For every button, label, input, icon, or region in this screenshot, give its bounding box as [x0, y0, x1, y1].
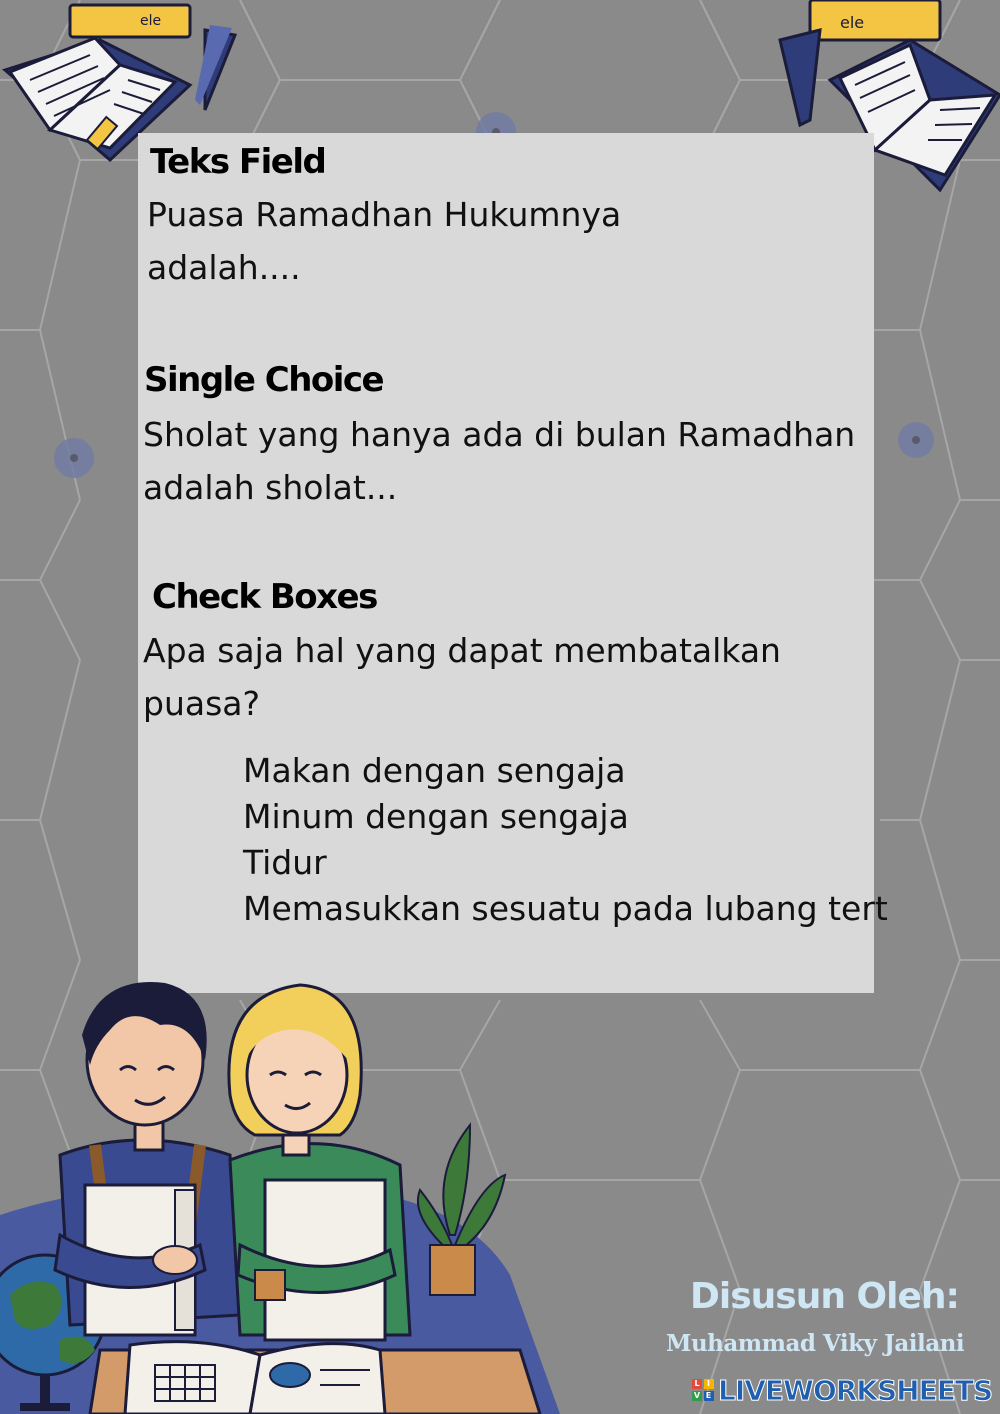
logo-letter: E — [704, 1391, 714, 1401]
question-check-boxes-line-1: Apa saja hal yang dapat membatalkan — [143, 631, 781, 670]
logo-letter: I — [704, 1379, 714, 1389]
checkbox-option-2[interactable]: Minum dengan sengaja — [243, 797, 629, 836]
question-single-choice-line-1: Sholat yang hanya ada di bulan Ramadhan — [143, 415, 856, 454]
question-single-choice-line-2: adalah sholat... — [143, 468, 398, 507]
liveworksheets-logo-icon — [692, 1379, 714, 1401]
liveworksheets-brand[interactable] — [692, 1374, 992, 1406]
author-name: Muhammad Viky Jailani — [666, 1330, 965, 1357]
credit-title: Disusun Oleh: — [690, 1276, 959, 1317]
question-text-field-line-1: Puasa Ramadhan Hukumnya — [147, 195, 622, 234]
logo-letter: L — [692, 1379, 702, 1389]
svg-text:ele: ele — [840, 13, 865, 32]
checkbox-option-3[interactable]: Tidur — [243, 843, 327, 882]
brand-name: LIVEWORKSHEETS — [718, 1373, 993, 1407]
section-heading-check-boxes: Check Boxes — [152, 577, 377, 617]
section-heading-text-field: Teks Field — [150, 142, 326, 182]
logo-letter: V — [693, 1390, 701, 1400]
section-heading-single-choice: Single Choice — [144, 360, 384, 400]
checkbox-option-1[interactable]: Makan dengan sengaja — [243, 751, 626, 790]
students-illustration — [0, 975, 640, 1414]
question-check-boxes-line-2: puasa? — [143, 684, 261, 723]
checkbox-option-4[interactable]: Memasukkan sesuatu pada lubang tert — [243, 889, 888, 928]
question-text-field-line-2: adalah.... — [147, 248, 301, 287]
svg-text:ele: ele — [140, 13, 162, 29]
